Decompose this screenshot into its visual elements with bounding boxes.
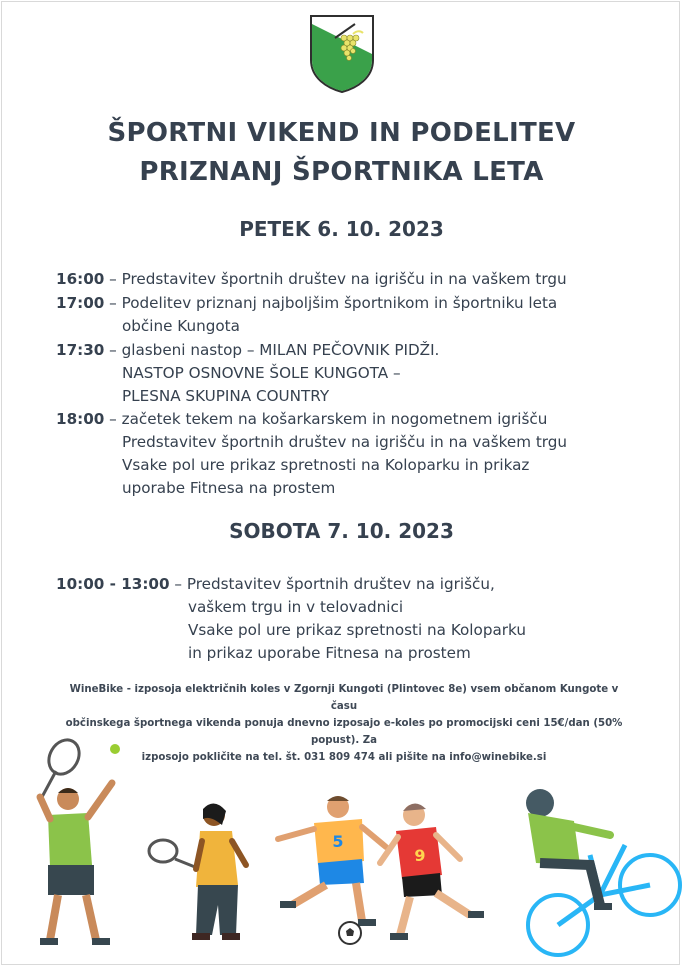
schedule-line xyxy=(122,315,240,337)
schedule-line xyxy=(122,454,529,476)
schedule-line xyxy=(188,596,403,618)
note-line: izposojo pokličite na tel. št. 031 809 474 ali pišite na info@winebike.si xyxy=(141,752,547,763)
schedule-text: Vsake pol ure prikaz spretnosti na Koloparku xyxy=(188,621,526,639)
schedule-time: 18:00 xyxy=(56,410,105,428)
schedule-text: vaškem trgu in v telovadnici xyxy=(188,598,404,616)
schedule-line xyxy=(56,292,557,314)
schedule-text: NASTOP OSNOVNE ŠOLE KUNGOTA – xyxy=(122,364,401,382)
schedule-text: – Predstavitev športnih društev na igrišču in na vaškem trgu xyxy=(104,270,567,288)
schedule-text: – glasbeni nastop – MILAN PEČOVNIK PIDŽI. xyxy=(104,341,440,359)
title-line-2: PRIZNANJ ŠPORTNIKA LETA xyxy=(139,157,544,187)
schedule-line xyxy=(188,642,471,664)
tennis-player-woman-icon xyxy=(149,803,246,940)
schedule-text: občine Kungota xyxy=(122,317,240,335)
soccer-player-5-icon xyxy=(278,796,386,926)
sports-illustration xyxy=(0,735,683,968)
friday-heading: PETEK 6. 10. 2023 xyxy=(239,217,444,241)
schedule-time: 16:00 xyxy=(56,270,105,288)
schedule-time: 17:00 xyxy=(56,294,105,312)
schedule-line xyxy=(122,362,401,384)
schedule-time: 10:00 - 13:00 xyxy=(56,575,170,593)
bmx-rider-icon xyxy=(526,789,680,955)
title-line-1: ŠPORTNI VIKEND IN PODELITEV xyxy=(107,118,576,148)
soccer-player-9-icon xyxy=(380,803,484,940)
schedule-text: – Podelitev priznanj najboljšim športnikom in športniku leta xyxy=(104,294,558,312)
schedule-line xyxy=(56,339,439,361)
svg-text:9: 9 xyxy=(414,846,426,865)
schedule-text: in prikaz uporabe Fitnesa na prostem xyxy=(188,644,471,662)
schedule-text: PLESNA SKUPINA COUNTRY xyxy=(122,387,330,405)
schedule-text: – Predstavitev športnih društev na igrišču, xyxy=(169,575,495,593)
svg-text:5: 5 xyxy=(332,832,344,851)
saturday-heading: SOBOTA 7. 10. 2023 xyxy=(229,519,454,543)
schedule-text: Vsake pol ure prikaz spretnosti na Koloparku in prikaz xyxy=(122,456,530,474)
schedule-time: 17:30 xyxy=(56,341,105,359)
note-line: WineBike - izposoja električnih koles v Zgornji Kungoti (Plintovec 8e) vsem občanom Kungote v času xyxy=(69,684,619,712)
schedule-text: uporabe Fitnesa na prostem xyxy=(122,479,336,497)
schedule-text: Predstavitev športnih društev na igrišču in na vaškem trgu xyxy=(122,433,568,451)
schedule-line xyxy=(122,431,567,453)
schedule-line xyxy=(56,268,567,290)
municipality-crest-icon xyxy=(309,14,375,94)
tennis-player-man-icon xyxy=(40,735,120,945)
schedule-line xyxy=(122,385,329,407)
schedule-text: – začetek tekem na košarkarskem in nogometnem igrišču xyxy=(104,410,548,428)
schedule-line xyxy=(122,477,335,499)
schedule-line xyxy=(56,573,495,595)
schedule-line xyxy=(188,619,526,641)
schedule-line xyxy=(56,408,547,430)
soccer-ball-icon xyxy=(339,922,361,944)
note-line: občinskega športnega vikenda ponuja dnevno izposajo e-koles po promocijski ceni 15€/dan (50% popust). Za xyxy=(65,718,623,746)
